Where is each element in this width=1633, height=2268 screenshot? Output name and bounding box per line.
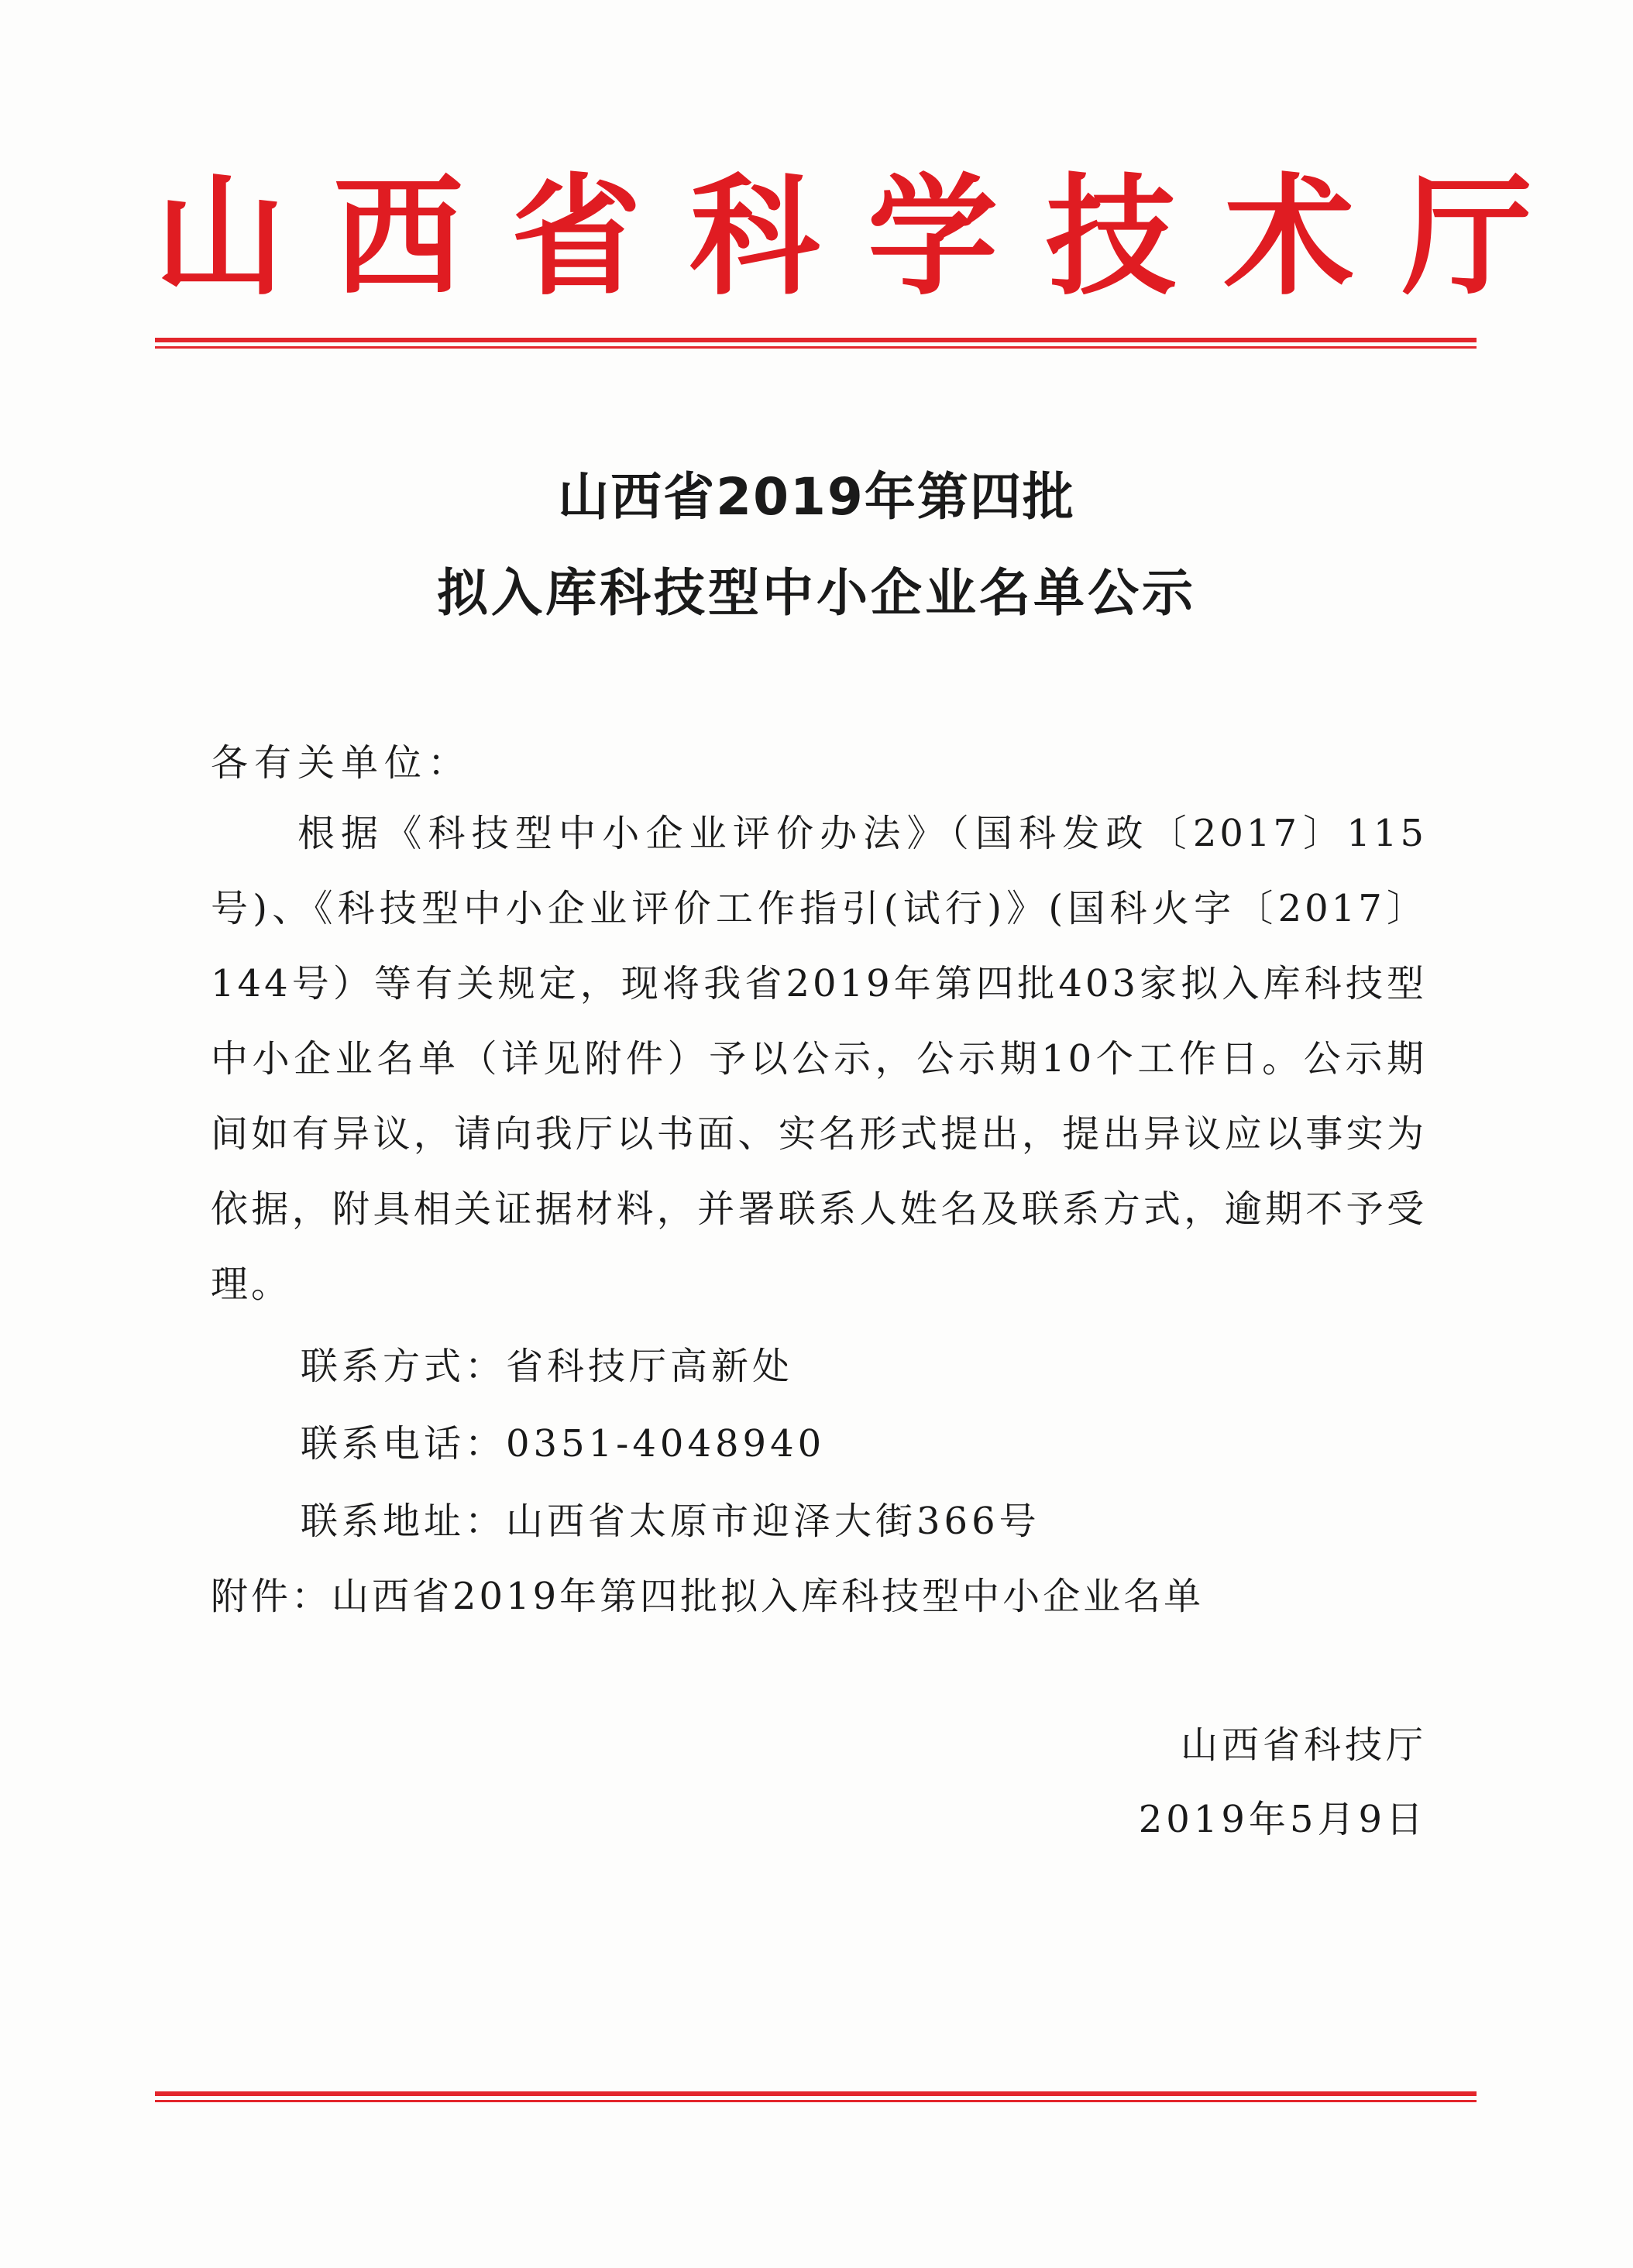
header-rule-thick (155, 338, 1477, 342)
header-rule-thin (155, 346, 1477, 349)
footer-rule-thin (155, 2100, 1477, 2102)
footer-red-rule (155, 2091, 1477, 2107)
contact-address: 联系地址：山西省太原市迎泽大街366号 (301, 1500, 1040, 1543)
header-red-rule (155, 338, 1477, 353)
body-paragraph: 根据《科技型中小企业评价办法》（国科发政〔2017〕115号)、《科技型中小企业评价工作指引(试行)》(国科火字〔2017〕144号）等有关规定，现将我省2019年第四批403家拟入库科技型中小企业名单（详见附件）予以公示，公示期10个工作日。公示期间如有异议，请向我厅以书面、实名形式提出，提出异议应以事实为依据，附具相关证据材料，并署联系人姓名及联系方式，逾期不予受理。 (211, 812, 1427, 1306)
organization-header: 山西省科学技术厅 (155, 160, 1580, 313)
signature-date: 2019年5月9日 (1138, 1798, 1427, 1841)
document-title-line-2: 拟入库科技型中小企业名单公示 (437, 563, 1196, 623)
contact-method: 联系方式：省科技厅高新处 (301, 1345, 794, 1388)
contact-phone: 联系电话：0351-4048940 (301, 1422, 826, 1466)
salutation: 各有关单位： (211, 741, 472, 785)
signature-organization: 山西省科技厅 (1180, 1723, 1427, 1767)
footer-rule-thick (155, 2091, 1477, 2096)
document-title-line-1: 山西省2019年第四批 (558, 467, 1075, 527)
attachment-line: 附件：山西省2019年第四批拟入库科技型中小企业名单 (211, 1575, 1205, 1618)
